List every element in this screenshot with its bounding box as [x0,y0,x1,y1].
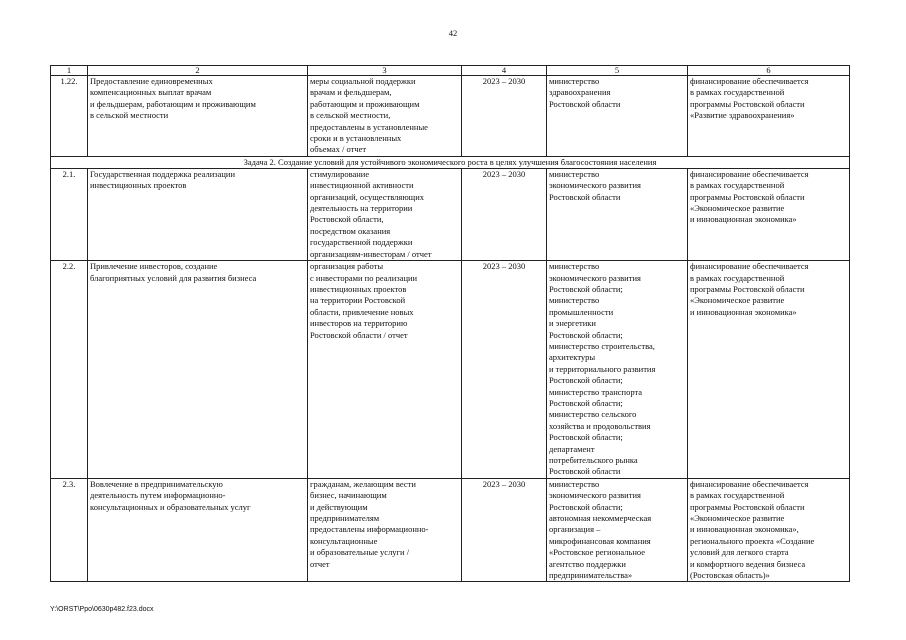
funding-source-line: программы Ростовской области [690,191,805,202]
responsible-executor-line: Ростовской области [549,191,621,202]
funding-source-line: и комфортного ведения бизнеса [690,558,806,569]
funding-source [688,76,850,157]
expected-result-line: посредством оказания [310,225,391,236]
column-number-2: 2 [88,66,308,76]
responsible-executor-line: Ростовской области; [549,329,623,340]
expected-result-line: сроки и в установленных [310,133,402,144]
item-number: 2.3. [51,478,88,582]
item-number: 2.1. [51,168,88,260]
funding-source-line: и инновационная экономика» [690,306,797,317]
table-row [51,478,850,582]
expected-result-line: с инвесторами по реализации [310,272,418,283]
expected-result-line: предоставлены в установленные [310,121,428,132]
expected-result-line: врачам и фельдшерам, [310,87,392,98]
responsible-executor-line: министерство [549,295,600,306]
responsible-executor-line: министерство [549,168,600,179]
responsible-executor-line: промышленности [549,306,614,317]
expected-result-line: организациям-инвесторам / отчет [310,248,432,259]
funding-source-line: в рамках государственной [690,272,785,283]
activity-name-line: консультационных и образовательных услуг [90,501,251,512]
funding-source-line: и инновационная экономика», [690,524,799,535]
expected-result [308,261,462,479]
responsible-executor-line: автономная некоммерческая [549,513,652,524]
activity-name-line: Государственная поддержка реализации [90,168,236,179]
responsible-executor-line: министерство сельского [549,409,637,420]
funding-source-line: финансирование обеспечивается [690,478,809,489]
funding-source [688,168,850,260]
expected-result-line: бизнес, начинающим [310,490,387,501]
activity-name [88,168,308,260]
responsible-executor-line: министерство транспорта [549,386,643,397]
expected-result [308,478,462,582]
funding-source-line: программы Ростовской области [690,283,805,294]
expected-result-line: отчет [310,558,330,569]
expected-result-line: организация работы [310,261,384,272]
expected-result-line: государственной поддержки [310,237,413,248]
column-number-3: 3 [308,66,462,76]
responsible-executor-line: Ростовской области; [549,375,623,386]
responsible-executor-line: Ростовской области [549,466,621,477]
responsible-executor-line: микрофинансовая компания [549,535,651,546]
expected-result-line: и действующим [310,501,368,512]
activity-name [88,478,308,582]
table-row [51,76,850,157]
item-number: 2.2. [51,261,88,479]
funding-source-line: финансирование обеспечивается [690,168,809,179]
table-row [51,168,850,260]
column-number-header-row [51,66,850,76]
responsible-executor-line: Ростовской области; [549,397,623,408]
implementation-period: 2023 – 2030 [462,478,547,582]
activity-name [88,261,308,479]
responsible-executor [547,478,688,582]
expected-result-line: организаций, осуществляющих [310,191,425,202]
funding-source-line: в рамках государственной [690,87,785,98]
responsible-executor-line: департамент [549,443,595,454]
responsible-executor [547,76,688,157]
responsible-executor-line: здравоохранения [549,87,611,98]
funding-source-line: в рамках государственной [690,180,785,191]
responsible-executor-line: министерство строительства, [549,340,655,351]
activity-name-line: в сельской местности [90,110,169,121]
implementation-period: 2023 – 2030 [462,76,547,157]
funding-source-line: и инновационная экономика» [690,214,797,225]
document-file-path: Y:\ORST\Ppo\0630p482.f23.docx [50,606,154,613]
column-number-1: 1 [51,66,88,76]
activity-name-line: благоприятных условий для развития бизнеса [90,272,257,283]
item-number: 1.22. [51,76,88,157]
funding-source-line: программы Ростовской области [690,98,805,109]
expected-result-line: инвесторов на территорию [310,318,408,329]
expected-result [308,168,462,260]
activity-name-line: Предоставление единовременных [90,76,213,86]
task-heading-row [51,156,850,168]
responsible-executor-line: хозяйства и продовольствия [549,420,651,431]
responsible-executor-line: Ростовской области; [549,432,623,443]
page-number: 42 [448,28,458,38]
expected-result-line: гражданам, желающим вести [310,478,416,489]
expected-result-line: деятельность на территории [310,203,413,214]
implementation-period: 2023 – 2030 [462,261,547,479]
column-number-6: 6 [688,66,850,76]
column-number-5: 5 [547,66,688,76]
responsible-executor-line: министерство [549,261,600,272]
responsible-executor-line: предпринимательства» [549,570,633,581]
responsible-executor [547,168,688,260]
table-row [51,261,850,479]
funding-source-line: финансирование обеспечивается [690,76,809,86]
expected-result-line: стимулирование [310,168,370,179]
expected-result-line: предоставлены информационно- [310,524,429,535]
funding-source-line: «Экономическое развитие [690,203,785,214]
expected-result-line: Ростовской области / отчет [310,329,408,340]
expected-result [308,76,462,157]
activities-table [50,65,850,582]
responsible-executor-line: экономического развития [549,272,641,283]
responsible-executor-line: Ростовской области; [549,501,623,512]
expected-result-line: области, привлечение новых [310,306,414,317]
activity-name-line: инвестиционных проектов [90,180,187,191]
task-heading: Задача 2. Создание условий для устойчивого экономического роста в целях улучшения благосостояния населения [51,156,850,168]
funding-source-line: финансирование обеспечивается [690,261,809,272]
activity-name-line: Привлечение инвесторов, создание [90,261,218,272]
expected-result-line: объемах / отчет [310,144,367,155]
funding-source-line: «Развитие здравоохранения» [690,110,795,121]
responsible-executor-line: экономического развития [549,180,641,191]
responsible-executor-line: потребительского рынка [549,455,638,465]
responsible-executor-line: и территориального развития [549,363,656,374]
expected-result-line: инвестиционных проектов [310,283,407,294]
activity-name-line: компенсационных выплат врачам [90,87,212,98]
responsible-executor-line: Ростовской области; [549,283,623,294]
responsible-executor-line: Ростовской области [549,98,621,109]
expected-result-line: предпринимателям [310,513,380,524]
funding-source-line: условий для легкого старта [690,547,789,558]
responsible-executor-line: министерство [549,76,600,86]
activity-name-line: Вовлечение в предпринимательскую [90,478,223,489]
expected-result-line: инвестиционной активности [310,180,414,191]
expected-result-line: и образовательные услуги / [310,547,410,558]
funding-source [688,478,850,582]
responsible-executor-line: экономического развития [549,490,641,501]
activity-name-line: и фельдшерам, работающим и проживающим [90,98,256,109]
expected-result-line: консультационные [310,535,378,546]
expected-result-line: Ростовской области, [310,214,384,225]
implementation-period: 2023 – 2030 [462,168,547,260]
expected-result-line: меры социальной поддержки [310,76,416,86]
activity-name-line: деятельность путем информационно- [90,490,226,501]
responsible-executor-line: «Ростовское региональное [549,547,646,558]
responsible-executor-line: агентство поддержки [549,558,626,569]
responsible-executor-line: министерство [549,478,600,489]
responsible-executor [547,261,688,479]
expected-result-line: в сельской местности, [310,110,391,121]
responsible-executor-line: и энергетики [549,318,596,329]
funding-source-line: «Экономическое развитие [690,295,785,306]
funding-source-line: (Ростовская область)» [690,570,770,581]
funding-source-line: регионального проекта «Создание [690,535,815,546]
expected-result-line: на территории Ростовской [310,295,406,306]
responsible-executor-line: организация – [549,524,601,535]
activity-name [88,76,308,157]
funding-source-line: в рамках государственной [690,490,785,501]
funding-source [688,261,850,479]
expected-result-line: работающим и проживающим [310,98,420,109]
funding-source-line: программы Ростовской области [690,501,805,512]
column-number-4: 4 [462,66,547,76]
funding-source-line: «Экономическое развитие [690,513,785,524]
responsible-executor-line: архитектуры [549,352,596,363]
